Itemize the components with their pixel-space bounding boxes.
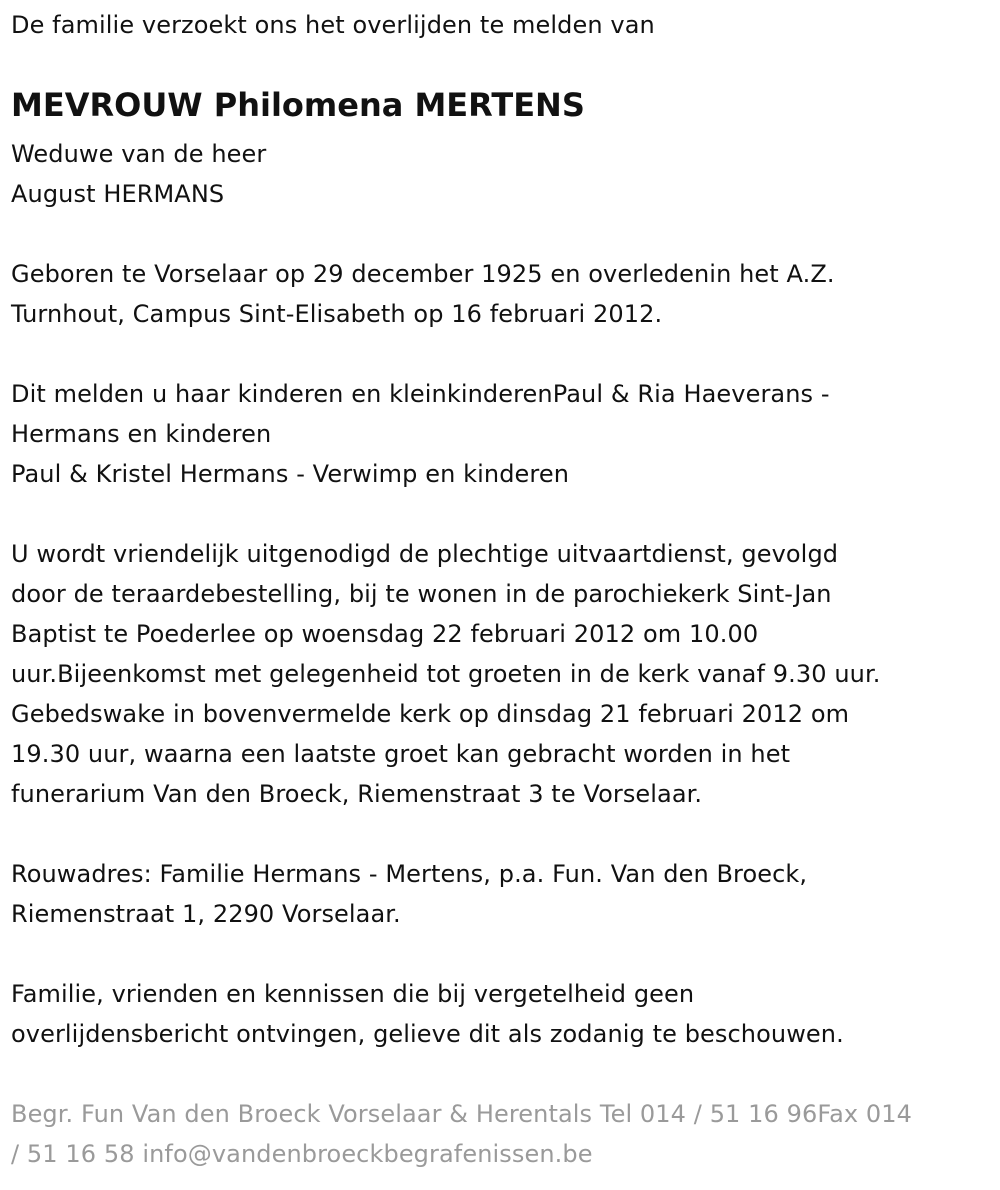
service-section: [11, 534, 880, 814]
address-line: Rouwadres: Familie Hermans - Mertens, p.a. Fun. Van den Broeck,: [11, 860, 808, 888]
spouse-line: Weduwe van de heer: [11, 140, 267, 168]
birth-line: Geboren te Vorselaar op 29 december 1925 en overledenin het A.Z.: [11, 260, 835, 288]
spouse-line: August HERMANS: [11, 180, 225, 208]
footer-line: / 51 16 58 info@vandenbroeckbegrafenissen.be: [11, 1140, 593, 1168]
service-line: Baptist te Poederlee op woensdag 22 februari 2012 om 10.00: [11, 620, 759, 648]
notice-line: overlijdensbericht ontvingen, gelieve dit als zodanig te beschouwen.: [11, 1020, 844, 1048]
family-line: Paul & Kristel Hermans - Verwimp en kinderen: [11, 460, 570, 488]
birth-line: Turnhout, Campus Sint-Elisabeth op 16 februari 2012.: [11, 300, 663, 328]
notice-line: Familie, vrienden en kennissen die bij vergetelheid geen: [11, 980, 695, 1008]
notice-section: [11, 974, 844, 1054]
footer-section: [11, 1094, 912, 1174]
service-line: door de teraardebestelling, bij te wonen in de parochiekerk Sint-Jan: [11, 580, 832, 608]
footer-line: Begr. Fun Van den Broeck Vorselaar & Herentals Tel 014 / 51 16 96Fax 014: [11, 1100, 913, 1128]
service-line: Gebedswake in bovenvermelde kerk op dinsdag 21 februari 2012 om: [11, 700, 850, 728]
spouse-section: [11, 134, 266, 214]
family-line: Hermans en kinderen: [11, 420, 272, 448]
deceased-name: MEVROUW Philomena MERTENS: [11, 86, 585, 124]
service-line: uur.Bijeenkomst met gelegenheid tot groeten in de kerk vanaf 9.30 uur.: [11, 660, 881, 688]
service-line: funerarium Van den Broeck, Riemenstraat 3 te Vorselaar.: [11, 780, 703, 808]
family-line: Dit melden u haar kinderen en kleinkinderenPaul & Ria Haeverans -: [11, 380, 830, 408]
address-section: [11, 854, 807, 934]
intro-text: De familie verzoekt ons het overlijden te melden van: [11, 11, 655, 39]
service-line: 19.30 uur, waarna een laatste groet kan gebracht worden in het: [11, 740, 791, 768]
family-section: [11, 374, 830, 494]
address-line: Riemenstraat 1, 2290 Vorselaar.: [11, 900, 401, 928]
birth-death-section: [11, 254, 835, 334]
service-line: U wordt vriendelijk uitgenodigd de plechtige uitvaartdienst, gevolgd: [11, 540, 839, 568]
